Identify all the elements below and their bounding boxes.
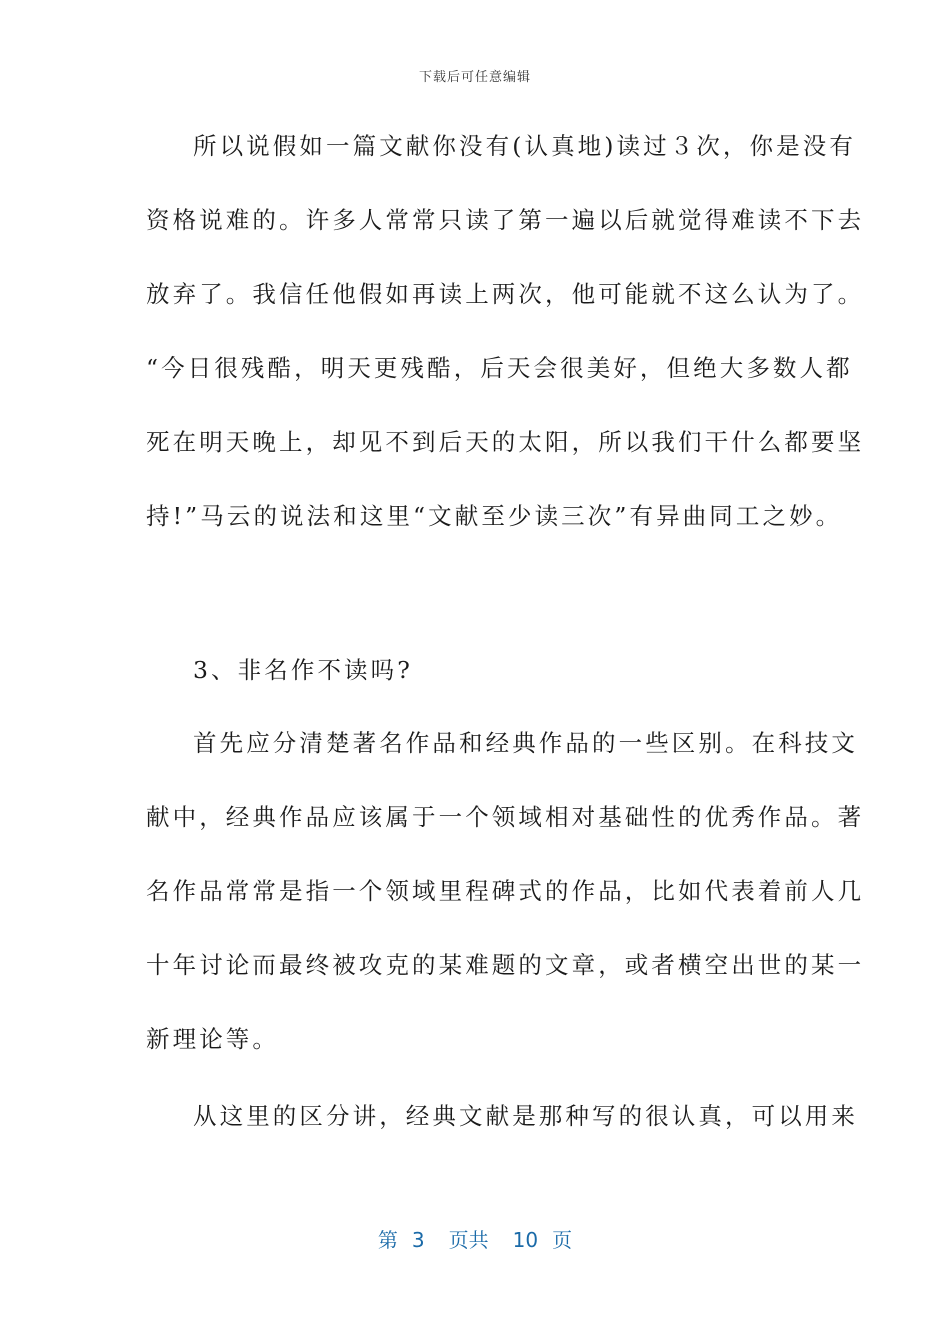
- footer-suffix: 页: [552, 1228, 573, 1252]
- text-line: 名作品常常是指一个领域里程碑式的作品，比如代表着前人几: [146, 877, 865, 905]
- text-line: 放弃了。我信任他假如再读上两次，他可能就不这么认为了。: [146, 280, 865, 308]
- page-header-note: 下载后可任意编辑: [418, 70, 531, 85]
- text-line: 新理论等。: [146, 1025, 279, 1053]
- section-heading: [146, 633, 792, 707]
- text-line: 所以说假如一篇文献你没有(认真地)读过３次，你是没有: [193, 132, 856, 160]
- footer-total-pages: 10: [512, 1228, 539, 1252]
- footer-middle: 页共: [448, 1228, 489, 1252]
- page-footer: [0, 1224, 950, 1253]
- text-line: 献中，经典作品应该属于一个领域相对基础性的优秀作品。著: [146, 803, 865, 831]
- text-line: 十年讨论而最终被攻克的某难题的文章，或者横空出世的某一: [146, 951, 865, 979]
- paragraph-classic-definition: [146, 1079, 858, 1153]
- paragraph-reading-three-times: [146, 109, 865, 553]
- heading-text: 3、非名作不读吗?: [193, 656, 413, 684]
- footer-page-number: 3: [411, 1228, 425, 1252]
- paragraph-famous-vs-classic: [146, 706, 865, 1076]
- text-line: “今日很残酷，明天更残酷，后天会很美好，但绝大多数人都: [146, 354, 853, 382]
- text-line: 从这里的区分讲，经典文献是那种写的很认真，可以用来: [193, 1102, 858, 1130]
- text-line: 死在明天晚上，却见不到后天的太阳，所以我们干什么都要坚: [146, 428, 865, 456]
- text-line: 持!”马云的说法和这里“文献至少读三次”有异曲同工之妙。: [146, 502, 843, 530]
- footer-prefix: 第: [377, 1228, 398, 1252]
- text-line: 首先应分清楚著名作品和经典作品的一些区别。在科技文: [193, 729, 858, 757]
- text-line: 资格说难的。许多人常常只读了第一遍以后就觉得难读不下去: [146, 206, 865, 234]
